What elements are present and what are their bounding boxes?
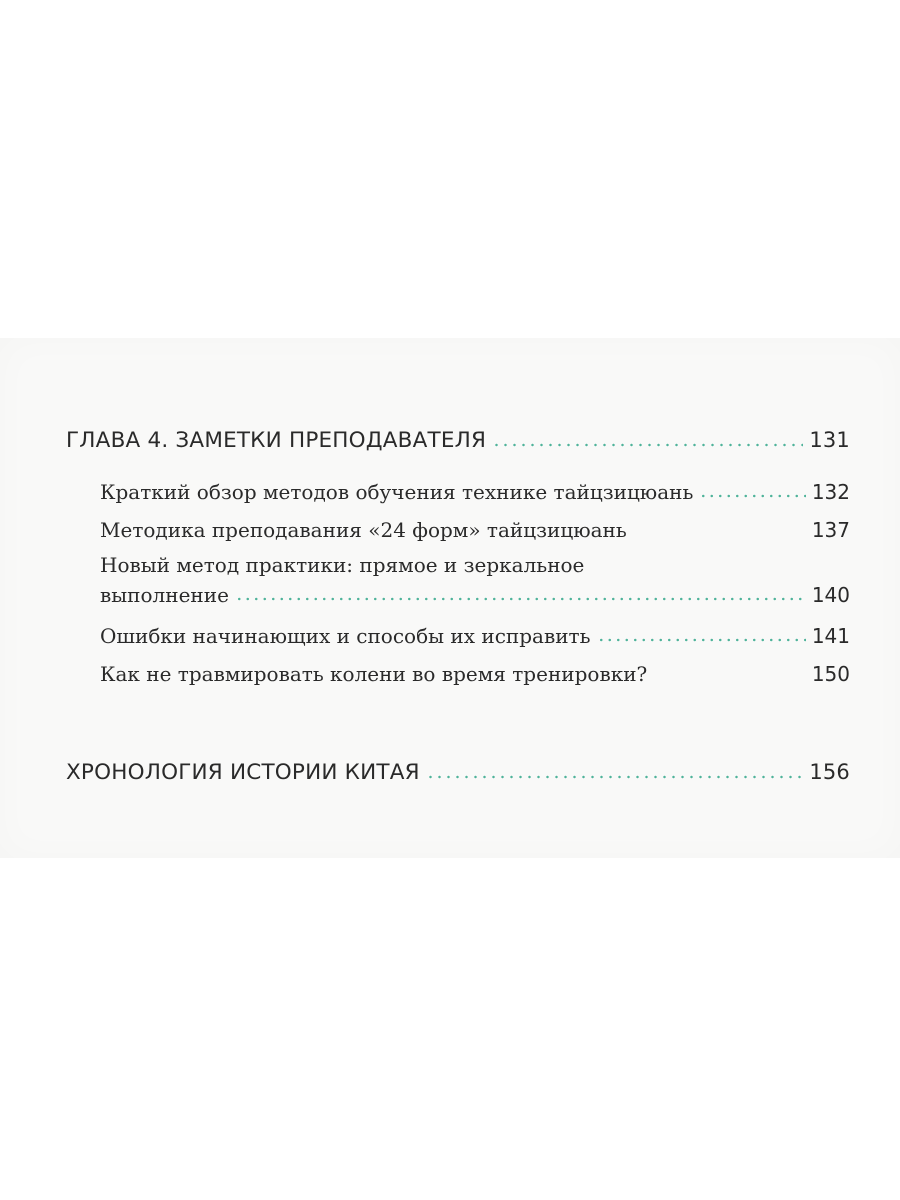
toc-page-number: 137 <box>811 518 850 542</box>
toc-section <box>100 518 850 542</box>
toc-section <box>100 662 850 686</box>
dot-leader <box>597 638 806 642</box>
toc-section <box>100 480 850 504</box>
toc-section <box>100 553 850 607</box>
toc-chapter-4 <box>66 428 850 453</box>
toc-section-title: Как не травмировать колени во время тренировки? <box>100 662 648 686</box>
toc-chapter-title: ГЛАВА 4. ЗАМЕТКИ ПРЕПОДАВАТЕЛЯ <box>66 428 487 453</box>
toc-page-number: 150 <box>811 662 850 686</box>
toc-section-title-line2: выполнение <box>100 583 229 607</box>
dot-leader <box>235 597 806 601</box>
toc-section-title: Краткий обзор методов обучения технике тайцзицюань <box>100 480 694 504</box>
dot-leader <box>492 443 803 447</box>
toc-section <box>100 624 850 648</box>
dot-leader <box>426 775 804 779</box>
toc-page-number: 141 <box>811 624 850 648</box>
toc-chapter-title: ХРОНОЛОГИЯ ИСТОРИИ КИТАЯ <box>66 760 420 785</box>
toc-page-number: 132 <box>811 480 850 504</box>
toc-page-number: 140 <box>811 583 850 607</box>
dot-leader <box>699 494 805 498</box>
toc-chronology <box>66 760 850 785</box>
toc-section-title: Ошибки начинающих и способы их исправить <box>100 624 591 648</box>
toc-page-number: 131 <box>809 428 850 452</box>
toc-page-number: 156 <box>809 760 850 784</box>
toc-section-title: Методика преподавания «24 форм» тайцзицюань <box>100 518 627 542</box>
toc-section-title-line1: Новый метод практики: прямое и зеркальное <box>100 553 585 577</box>
